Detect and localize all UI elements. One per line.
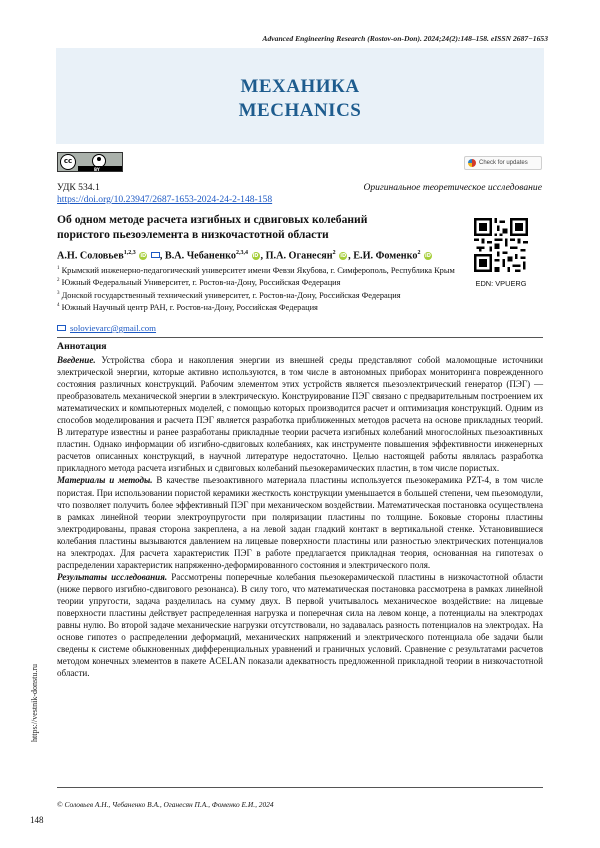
mail-icon[interactable] bbox=[151, 252, 160, 258]
affiliation-text: Южный Научный центр РАН, г. Ростов-на-Дону, Российская Федерация bbox=[61, 302, 318, 312]
abstract-paragraph bbox=[57, 474, 543, 570]
email-link[interactable]: solovievarc@gmail.com bbox=[70, 323, 157, 333]
journal-header: Advanced Engineering Research (Rostov-on-Don). 2024;24(2):148–158. eISSN 2687−1653 bbox=[262, 34, 548, 43]
abstract-heading: Аннотация bbox=[57, 341, 107, 352]
doi-link[interactable]: https://doi.org/10.23947/2687-1653-2024-24-2-148-158 bbox=[57, 194, 273, 205]
article-type: Оригинальное теоретическое исследование bbox=[363, 182, 542, 193]
author-name: В.А. Чебаненко bbox=[164, 250, 236, 262]
abstract-lead: Введение. bbox=[57, 355, 96, 365]
author-affil-sup: 2,3,4 bbox=[235, 250, 248, 256]
crossmark-icon bbox=[468, 159, 476, 167]
author-affil-sup: 1,2,3 bbox=[123, 250, 136, 256]
affiliation-num: 4 bbox=[57, 303, 60, 309]
abstract-text: Рассмотрены поперечные колебания пьезокерамической пластины в низкочастотной области (ниже первого изгибно-сдвигового резонанса). В силу того, что математическая постановка рассмотрена в рамках линейной теории упругости, задача разделилась на сумму двух. В первой учитывалось механическое воздействие: на лицевые поверхности пластины действует распределенная нагрузка и поперечная сила на левом конце, а потенциалы на электродах равны нулю. Во второй задаче механические нагрузки отсутствовали, но задавалась разность потенциалов на электродах. На основе гипотез о распределении деформаций, механических напряжений и электрического потенциала обе задачи были сведены к системе обыкновенных дифференциальных уравнений и граничных условий. Сравнение с результатами расчетов методом конечных элементов в пакете ACELAN показали адекватность предложенной прикладной теории в низкочастотной области. bbox=[57, 571, 543, 679]
section-title-en: MECHANICS bbox=[238, 100, 362, 121]
author-name: П.А. Оганесян bbox=[265, 250, 333, 262]
affiliation bbox=[57, 276, 477, 288]
page-number: 148 bbox=[30, 815, 44, 825]
qr-code-icon[interactable] bbox=[474, 218, 528, 272]
affiliation bbox=[57, 264, 477, 276]
abstract-paragraph bbox=[57, 571, 543, 679]
abstract-text: В качестве пьезоактивного материала пластины используется пьезокерамика PZT-4, в том числе пористая. При использовании пористой керамики жесткость конструкции уменьшается в большей степени, чем пьезомодули, что позволяет получить более эффективный ПЭГ при механическом воздействии. Математическая постановка осуществлена в рамках линейной теории электроупругости при поляризации пластины по толщине. Боковые стороны пластины электродированы, правая сторона закреплена, а на левой задан гладкий контакт в вертикальной стенке. Установившиеся колебания пластины вызываются давлением на лицевые поверхности пластины или разностью электрических потенциалов на электродах. Для расчета характеристик ПЭГ в работе предлагается прикладная теория, основанная на гипотезах о распределении характеристик напряженно-деформированного состояния и электрического поля. bbox=[57, 475, 544, 570]
license-by-label: BY bbox=[94, 167, 100, 172]
abstract-lead: Материалы и методы. bbox=[57, 475, 153, 486]
affiliation bbox=[57, 289, 477, 301]
abstract-body bbox=[57, 354, 543, 679]
orcid-icon[interactable]: iD bbox=[425, 253, 431, 260]
section-title-ru: МЕХАНИКА bbox=[240, 76, 360, 97]
cc-logo-icon: cc bbox=[60, 154, 76, 170]
affiliations bbox=[57, 264, 477, 314]
author-affil-sup: 2 bbox=[417, 250, 421, 256]
udk-code: УДК 534.1 bbox=[57, 182, 100, 193]
affiliation-num: 2 bbox=[57, 278, 60, 284]
check-for-updates-button[interactable] bbox=[464, 156, 542, 170]
orcid-icon[interactable]: iD bbox=[252, 253, 259, 260]
affiliation-text: Южный Федеральный Университет, г. Ростов-на-Дону, Российская Федерация bbox=[61, 278, 341, 288]
divider bbox=[57, 337, 543, 338]
cc-by-license-icon[interactable] bbox=[57, 152, 123, 172]
affiliation-num: 1 bbox=[57, 266, 60, 271]
orcid-icon[interactable]: iD bbox=[340, 253, 347, 260]
copyright-line: © Соловьев А.Н., Чебаненко В.А., Оганесян П.А., Фоменко Е.И., 2024 bbox=[57, 800, 274, 809]
mail-icon bbox=[57, 325, 66, 331]
affiliation-text: Крымский инженерно-педагогический университет имени Февзи Якубова, г. Симферополь, Республика Крым bbox=[61, 265, 455, 275]
abstract-paragraph bbox=[57, 354, 543, 474]
author-affil-sup: 2 bbox=[332, 250, 336, 256]
author-list: А.Н. Соловьев$^{1,2,3}$ iD , В.А. Чебаненко$^{2,3,4}$ iD , П.А. Оганесян$^2$ iD , Е.И. Фоменко$^2$ iD bbox=[57, 250, 431, 262]
check-updates-label: Check for updates bbox=[479, 160, 528, 166]
abstract-text: Устройства сбора и накопления энергии из внешней среды представляют собой маломощные источники электрической энергии, которые активно используются, в том числе в автономных приборах мониторинга поврежденного состояния различных конструкций. Рабочим элементом этих устройств является пьезоэлектрический генератор (ПЭГ) — преобразователь механической энергии в электрическую. Конструирование ПЭГ связано с предварительным построением их математических и компьютерных моделей, с помощью которых производится расчет и оптимизация конструкций. Одним из способов моделирования и расчета ПЭГ является разработка приближенных методов расчета на основе прикладных теорий. В литературе известны и ранее разработаны прикладные теории расчета изгибных колебаний многослойных пьезоактивных пластин. Однако информации об изгибно-сдвиговых колебаниях, как инструменте повышения эффективности инженерных расчетов описанных конструкций, в научной литературе недостаточно. Целью настоящей работы являлась разработка прикладного метода расчета изгибных и сдвиговых колебаний пьезокерамических пластин, в том числе пористых. bbox=[57, 355, 543, 474]
corresponding-email bbox=[57, 323, 156, 333]
edn-code: EDN: VPUERG bbox=[475, 279, 527, 288]
orcid-icon[interactable]: iD bbox=[140, 253, 147, 260]
affiliation bbox=[57, 301, 477, 313]
affiliation-text: Донской государственный технический университет, г. Ростов-на-Дону, Российская Федерация bbox=[61, 290, 401, 300]
article-title: Об одном методе расчета изгибных и сдвиговых колебаний пористого пьезоэлемента в низкочастотной области bbox=[57, 213, 368, 241]
abstract-lead: Результаты исследования. bbox=[57, 571, 168, 582]
affiliation-num: 3 bbox=[57, 290, 60, 296]
divider bbox=[57, 787, 543, 788]
author-name: Е.И. Фоменко bbox=[353, 250, 418, 262]
section-banner bbox=[56, 48, 544, 144]
journal-site-url[interactable]: https://vestnik-donstu.ru bbox=[30, 664, 39, 742]
author-name: А.Н. Соловьев bbox=[57, 250, 124, 262]
license-strip bbox=[78, 166, 122, 171]
